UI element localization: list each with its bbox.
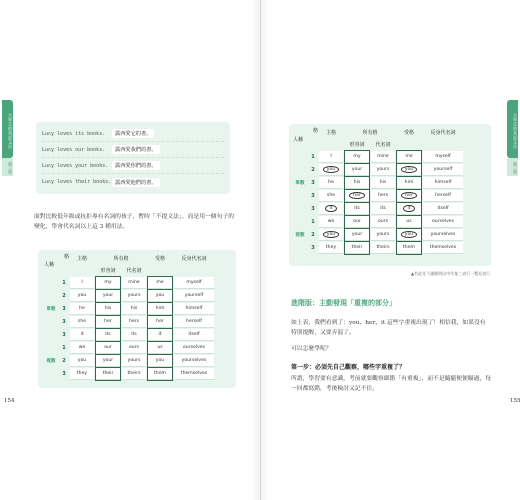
object-cell-circled (397, 190, 421, 202)
table-row (44, 303, 214, 315)
left-paragraph: 面對比較低年級或抗拒專有名詞的孩子，暫時「不提文法」，而是用一個句子的變化，學會代名詞以上這 3 種用法。 (34, 214, 234, 230)
object-cell: him (148, 303, 172, 315)
table-row (44, 290, 214, 302)
object-cell: her (148, 316, 172, 328)
subject-cell: I (319, 151, 343, 163)
section-title: 進階版：主動發現「重複的部分」 (291, 299, 396, 307)
circled-word: you (401, 231, 417, 238)
person-number: 3 (62, 306, 66, 312)
left-chapter-tab: 第三章 (2, 158, 13, 176)
person-number: 2 (62, 358, 66, 364)
pronoun-cell: mine (371, 151, 395, 163)
object-cell: him (397, 177, 421, 189)
right-side-tab: 大學式的英語文法 (507, 100, 518, 158)
reflexive-cell: himself (174, 303, 214, 315)
header-subject: 主格 (325, 130, 336, 136)
table-row (44, 368, 214, 380)
header-adjective: 形容詞 (349, 142, 365, 148)
pronoun-cell: mine (122, 277, 146, 289)
plural-label: 複數 (295, 233, 305, 238)
table-row (293, 216, 463, 228)
person-number: 1 (62, 280, 66, 286)
right-paragraph-2: 可以怎麼學呢？ (291, 346, 332, 352)
sentence-english: Lucy loves their books. (42, 179, 112, 185)
table-row (44, 329, 214, 341)
object-cell: me (397, 151, 421, 163)
reflexive-cell: herself (423, 190, 463, 202)
person-number: 2 (62, 293, 66, 299)
table-row (293, 190, 463, 202)
object-cell: us (148, 342, 172, 354)
left-page-number: 154 (4, 398, 15, 404)
subject-cell: she (70, 316, 94, 328)
right-paragraph-1: 如上表，我們看到了：you、her、it 這些字重複出現了！相信我，如果沒有特別提醒，又要弄混了。 (291, 320, 486, 336)
circled-word: you (323, 231, 339, 238)
pronoun-cell: yours (371, 229, 395, 241)
adjective-cell: your (96, 355, 120, 367)
pronoun-cell: theirs (371, 242, 395, 254)
table-caption: ▲有此先不讓標明出中代基三表行一覽見表行 (411, 271, 491, 276)
adjective-cell: their (345, 242, 369, 254)
person-number: 2 (311, 167, 315, 173)
subject-cell: it (70, 329, 94, 341)
reflexive-cell: yourselves (423, 229, 463, 241)
adjective-cell: our (345, 216, 369, 228)
table-row (44, 342, 214, 354)
table-row (293, 203, 463, 215)
person-number: 3 (62, 332, 66, 338)
subject-cell: they (70, 368, 94, 380)
sentence-english: Lucy loves your books. (42, 162, 109, 169)
right-page-number: 155 (510, 398, 520, 404)
pronoun-cell: its (122, 329, 146, 341)
table-row (293, 151, 463, 163)
person-number: 3 (311, 245, 315, 251)
pronoun-cell: theirs (122, 368, 146, 380)
adjective-cell-circled (345, 190, 369, 202)
subject-cell: he (319, 177, 343, 189)
person-number: 3 (62, 319, 66, 325)
header-object: 受格 (403, 130, 414, 136)
sentence-chinese: 露西愛他們的書。 (112, 178, 160, 187)
header-pronoun: 代名詞 (375, 142, 391, 148)
subject-cell: they (319, 242, 343, 254)
sentence-row (42, 174, 224, 190)
person-number: 2 (311, 232, 315, 238)
pronoun-cell: his (371, 177, 395, 189)
header-subject: 主格 (76, 256, 87, 262)
subject-cell: you (70, 290, 94, 302)
reflexive-cell: yourself (174, 290, 214, 302)
step-one-body: 所謂，學習要有意識，考前就要觀察細節「有重複」，而不是隨隨便便瞄過，每一回都寫錯，考後檢討又記不住。 (291, 376, 491, 392)
sentence-english: Lucy loves its books. (42, 130, 106, 137)
table-corner-case: 格 (313, 128, 319, 134)
pronoun-cell: its (371, 203, 395, 215)
reflexive-cell: ourselves (174, 342, 214, 354)
adjective-cell: their (96, 368, 120, 380)
table-row (44, 277, 214, 289)
circled-word: it (403, 205, 414, 212)
circled-word: you (401, 166, 417, 173)
reflexive-cell: himself (423, 177, 463, 189)
person-number: 3 (311, 193, 315, 199)
pronoun-cell: yours (371, 164, 395, 176)
table-row (293, 164, 463, 176)
header-pronoun: 代名詞 (126, 268, 142, 274)
table-corner-person: 人稱 (44, 262, 55, 268)
reflexive-cell: itself (423, 203, 463, 215)
adjective-cell: your (96, 290, 120, 302)
subject-cell-circled (319, 164, 343, 176)
header-possessive: 所有格 (362, 130, 378, 136)
sentence-chinese: 露西愛我們的書。 (112, 145, 160, 154)
pronoun-cell: his (122, 303, 146, 315)
person-number: 1 (62, 345, 66, 351)
header-object: 受格 (154, 256, 165, 262)
table-row (293, 242, 463, 254)
pronoun-cell: yours (122, 290, 146, 302)
pronoun-cell: hers (371, 190, 395, 202)
header-reflexive: 反身代名詞 (430, 130, 456, 136)
adjective-cell: your (345, 229, 369, 241)
reflexive-cell: myself (174, 277, 214, 289)
person-number: 1 (311, 219, 315, 225)
subject-cell: you (70, 355, 94, 367)
object-cell: them (397, 242, 421, 254)
object-cell-circled (397, 229, 421, 241)
header-possessive: 所有格 (113, 256, 129, 262)
subject-cell: we (70, 342, 94, 354)
adjective-cell: her (96, 316, 120, 328)
right-page (260, 0, 520, 500)
subject-cell-circled (319, 229, 343, 241)
adjective-cell: my (345, 151, 369, 163)
object-cell: me (148, 277, 172, 289)
reflexive-cell: yourself (423, 164, 463, 176)
reflexive-cell: ourselves (423, 216, 463, 228)
adjective-cell: my (96, 277, 120, 289)
person-number: 3 (62, 371, 66, 377)
object-cell-circled (397, 164, 421, 176)
circled-word: her (401, 192, 417, 199)
reflexive-cell: herself (174, 316, 214, 328)
table-row (293, 177, 463, 189)
adjective-cell: his (345, 177, 369, 189)
circled-word: it (325, 205, 336, 212)
object-cell: us (397, 216, 421, 228)
table-row (44, 355, 214, 367)
reflexive-cell: themselves (174, 368, 214, 380)
adjective-cell: our (96, 342, 120, 354)
subject-cell: she (319, 190, 343, 202)
adjective-cell: his (96, 303, 120, 315)
reflexive-cell: myself (423, 151, 463, 163)
table-row (293, 229, 463, 241)
step-one-title: 第一步：必須先自己觀察，哪些字重複了？ (291, 364, 406, 371)
object-cell: you (148, 355, 172, 367)
pronoun-cell: ours (122, 342, 146, 354)
sentence-row (42, 158, 224, 174)
example-sentences-box (36, 122, 230, 194)
object-cell: it (148, 329, 172, 341)
sentence-row (42, 142, 224, 158)
person-number: 3 (311, 180, 315, 186)
header-adjective: 形容詞 (100, 268, 116, 274)
person-number: 1 (311, 154, 315, 160)
book-gutter (252, 0, 268, 500)
subject-cell: we (319, 216, 343, 228)
sentence-chinese: 露西愛它的書。 (112, 129, 154, 138)
subject-cell: he (70, 303, 94, 315)
pronoun-table-left (42, 252, 216, 381)
right-chapter-tab: 第三章 (507, 158, 518, 176)
singular-label: 單數 (295, 181, 305, 186)
circled-word: her (349, 192, 365, 199)
object-cell-circled (397, 203, 421, 215)
left-side-tab: 大學式的英語文法 (2, 100, 13, 158)
reflexive-cell: themselves (423, 242, 463, 254)
singular-label: 單數 (46, 307, 56, 312)
pronoun-cell: yours (122, 355, 146, 367)
person-number: 3 (311, 206, 315, 212)
pronoun-cell: ours (371, 216, 395, 228)
table-row (44, 316, 214, 328)
pronoun-cell: hers (122, 316, 146, 328)
adjective-cell: its (96, 329, 120, 341)
sentence-row (42, 126, 224, 142)
pronoun-table-right (291, 126, 465, 255)
object-cell: them (148, 368, 172, 380)
adjective-cell: its (345, 203, 369, 215)
reflexive-cell: itself (174, 329, 214, 341)
subject-cell: I (70, 277, 94, 289)
header-reflexive: 反身代名詞 (181, 256, 207, 262)
table-corner-person: 人稱 (293, 137, 304, 143)
circled-word: you (323, 166, 339, 173)
reflexive-cell: yourselves (174, 355, 214, 367)
adjective-cell: your (345, 164, 369, 176)
subject-cell-circled (319, 203, 343, 215)
object-cell: you (148, 290, 172, 302)
sentence-english: Lucy loves our books. (42, 146, 106, 153)
plural-label: 複數 (46, 359, 56, 364)
table-corner-case: 格 (64, 254, 70, 260)
sentence-chinese: 露西愛你們的書。 (112, 161, 160, 170)
